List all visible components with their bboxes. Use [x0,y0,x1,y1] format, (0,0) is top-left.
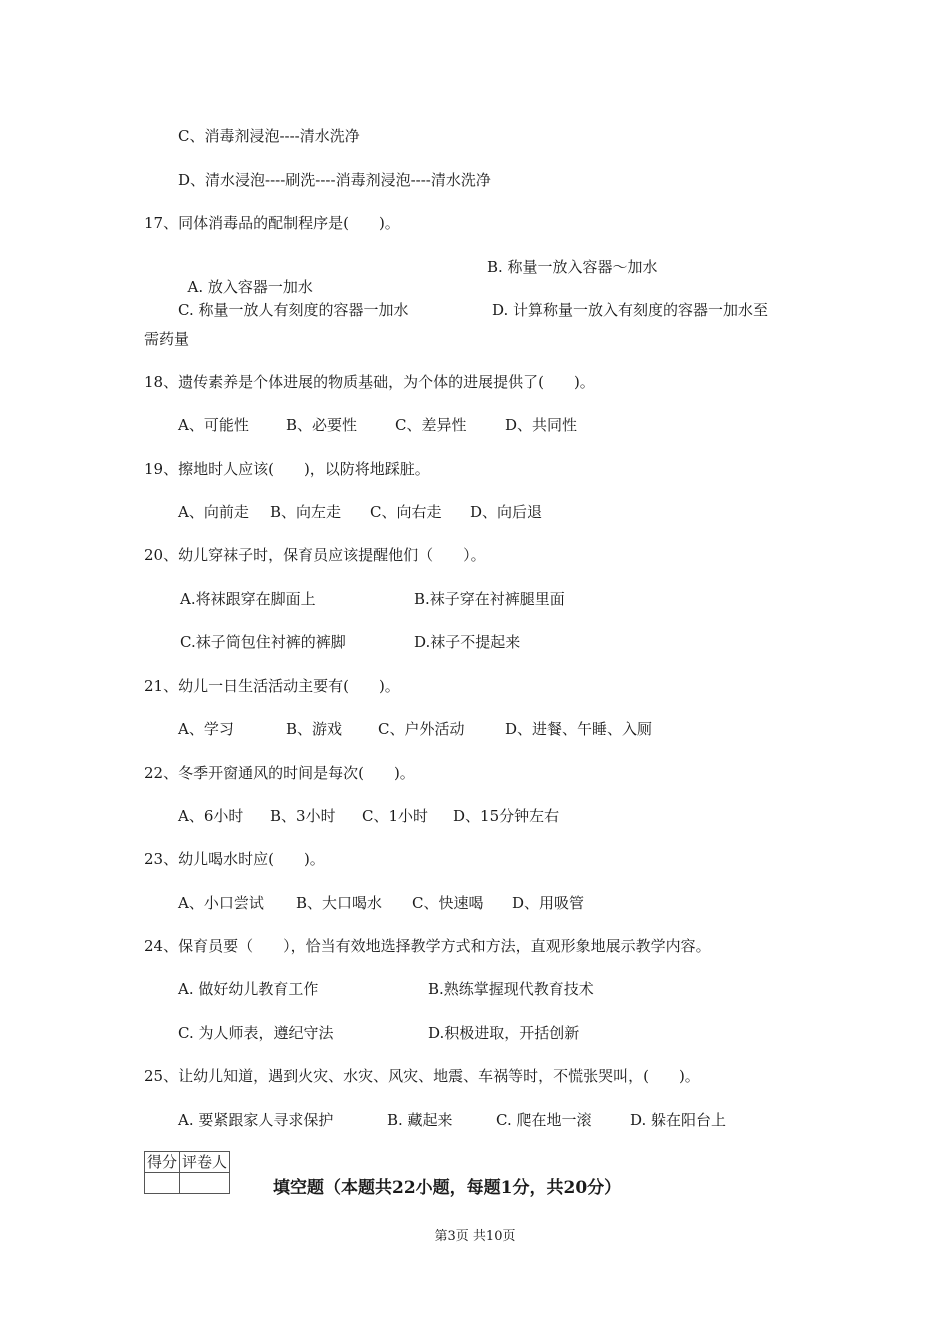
option-c: C、1小时 [362,807,429,825]
question-17-options-row1 [178,257,313,297]
option-b: B、3小时 [270,807,336,825]
option-d: D、15分钟左右 [453,807,560,825]
question-17-stem: 17、同体消毒品的配制程序是( )。 [144,214,400,232]
option-d: D、向后退 [470,503,543,521]
option-d: D、用吸管 [512,894,585,912]
option-a: A、小口尝试 [178,894,264,912]
option-c: C. 称量一放人有刻度的容器一加水 [178,301,409,319]
option-d: D、共同性 [505,416,578,434]
score-cell [145,1173,180,1194]
option-c: C、快速喝 [412,894,484,912]
score-header: 得分 [145,1152,180,1173]
option-d: D.袜子不提起来 [414,633,521,651]
option-a: A. 放入容器一加水 [187,278,313,296]
option-b: B、大口喝水 [296,894,383,912]
question-19-stem: 19、擦地时人应该( )，以防将地踩脏。 [144,460,430,478]
option-c: C.袜子筒包住衬裤的裤脚 [180,633,346,651]
option-c: C、户外活动 [378,720,465,738]
option-c-prev: C、消毒剂浸泡----清水洗净 [178,127,360,145]
question-25-stem: 25、让幼儿知道，遇到火灾、水灾、风灾、地震、车祸等时，不慌张哭叫，( )。 [144,1067,700,1085]
option-a: A.将袜跟穿在脚面上 [180,590,316,608]
question-24-stem: 24、保育员要（ ），恰当有效地选择教学方式和方法，直观形象地展示教学内容。 [144,937,711,955]
option-c: C. 爬在地一滚 [496,1111,592,1129]
option-a: A. 做好幼儿教育工作 [178,980,319,998]
option-d: D. 计算称量一放入有刻度的容器一加水至 [492,301,769,319]
option-c: C、向右走 [370,503,442,521]
question-18-stem: 18、遗传素养是个体进展的物质基础，为个体的进展提供了( )。 [144,373,595,391]
option-a: A、可能性 [178,416,249,434]
grader-cell [180,1173,230,1194]
option-d-prev: D、清水浸泡----刷洗----消毒剂浸泡----清水洗净 [178,171,491,189]
option-a: A、学习 [178,720,234,738]
option-b: B.熟练掌握现代教育技术 [428,980,594,998]
question-20-stem: 20、幼儿穿袜子时，保育员应该提醒他们（ ）。 [144,546,486,564]
option-a: A、6小时 [178,807,244,825]
option-d: D、进餐、午睡、入厕 [505,720,653,738]
section-title: 填空题（本题共22小题，每题1分，共20分） [273,1178,622,1198]
option-b: B.袜子穿在衬裤腿里面 [414,590,565,608]
option-b: B. 藏起来 [387,1111,453,1129]
option-d: D. 躲在阳台上 [630,1111,727,1129]
option-a: A、向前走 [178,503,249,521]
question-21-stem: 21、幼儿一日生活活动主要有( )。 [144,677,400,695]
option-b: B、必要性 [286,416,358,434]
option-d: D.积极进取，开括创新 [428,1024,580,1042]
option-b: B. 称量一放入容器～加水 [487,258,658,276]
grader-header: 评卷人 [180,1152,230,1173]
page-footer: 第3页 共10页 [434,1229,516,1244]
option-a: A. 要紧跟家人寻求保护 [178,1111,334,1129]
option-c: C、差异性 [395,416,467,434]
option-b: B、向左走 [270,503,342,521]
question-23-stem: 23、幼儿喝水时应( )。 [144,850,325,868]
option-c: C. 为人师表，遵纪守法 [178,1024,334,1042]
option-d-wrap: 需药量 [144,330,190,348]
option-b: B、游戏 [286,720,343,738]
score-table [144,1151,230,1194]
question-22-stem: 22、冬季开窗通风的时间是每次( )。 [144,764,415,782]
